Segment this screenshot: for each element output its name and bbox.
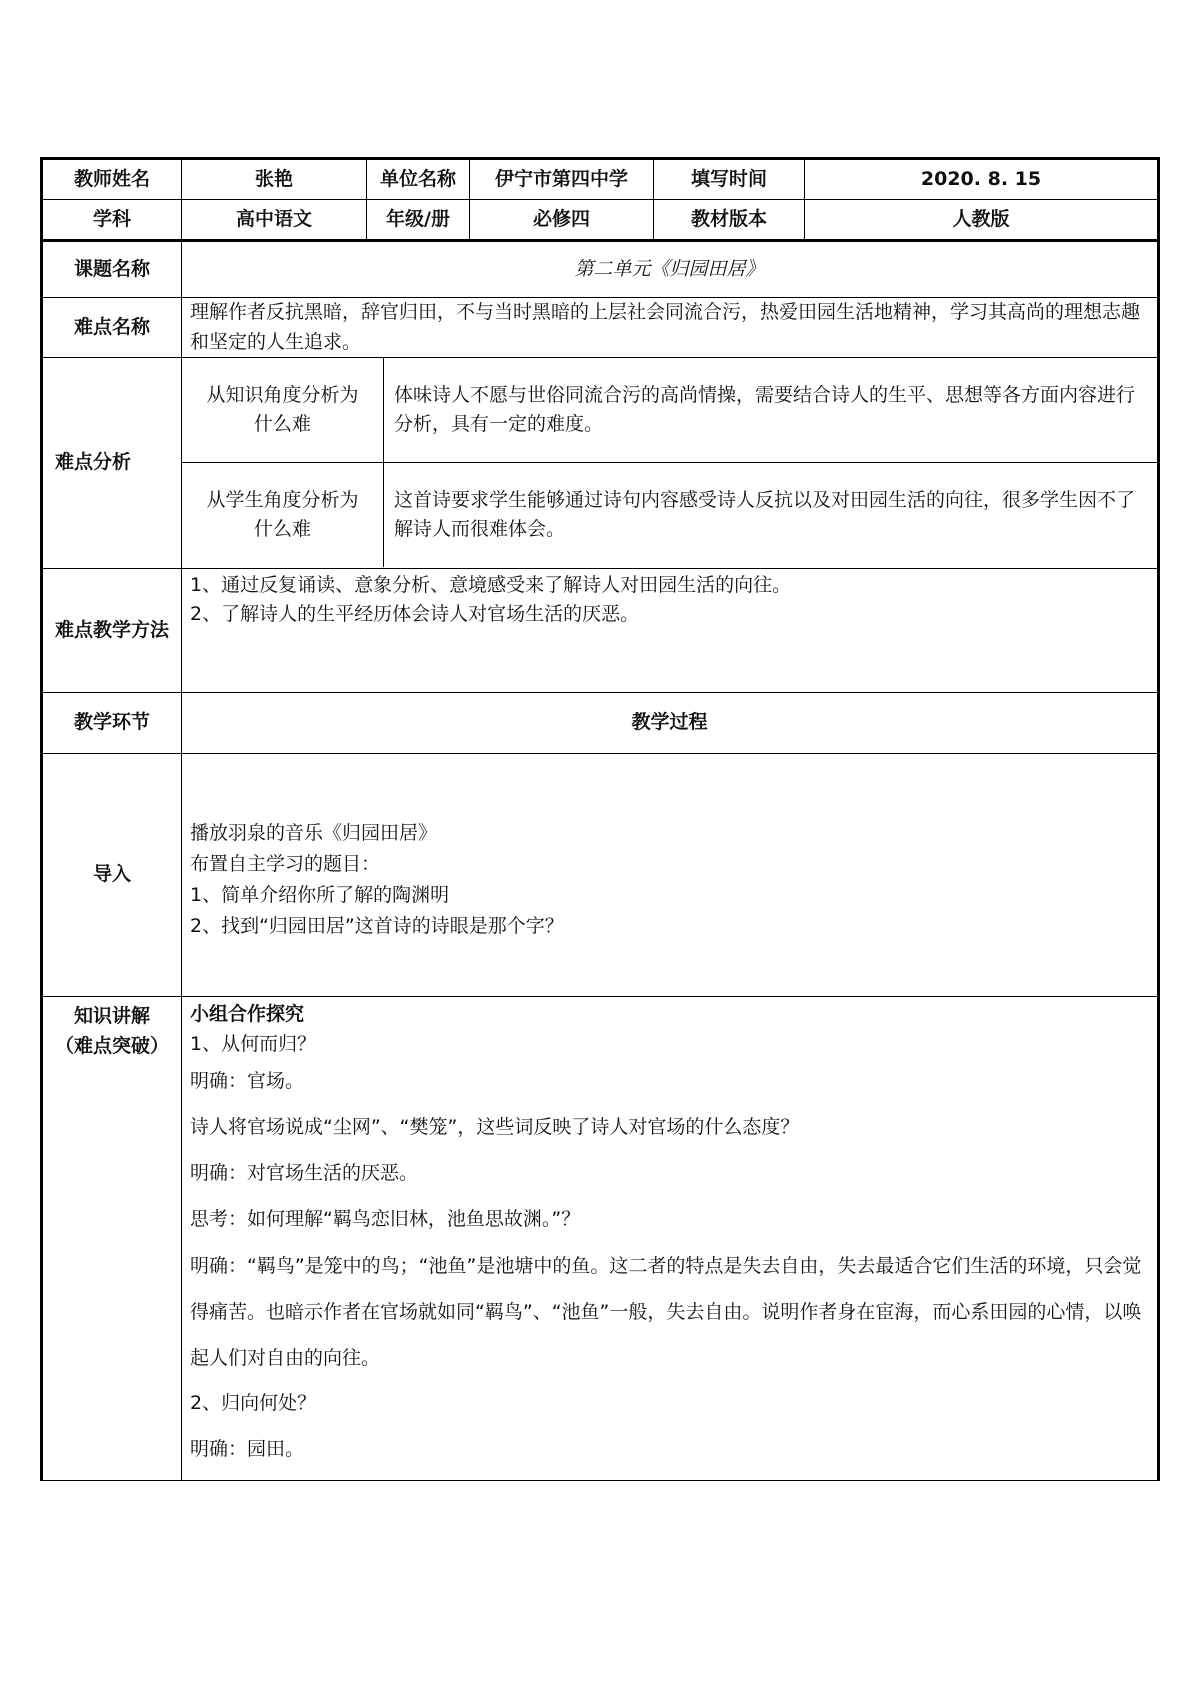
date-label: 填写时间 xyxy=(654,159,805,200)
subject-value: 高中语文 xyxy=(182,200,367,241)
method-row xyxy=(42,569,1159,693)
analysis-row xyxy=(42,358,1159,569)
knowledge-label-2: （难点突破） xyxy=(54,1035,169,1057)
process-header-left: 教学环节 xyxy=(42,693,182,754)
knowledge-content xyxy=(182,997,1159,1481)
intro-label: 导入 xyxy=(42,754,182,997)
grade-value: 必修四 xyxy=(470,200,654,241)
analysis-student-value: 这首诗要求学生能够通过诗句内容感受诗人反抗以及对田园生活的向往，很多学生因不了解诗人而很难体会。 xyxy=(394,488,1136,540)
intro-line: 播放羽泉的音乐《归园田居》 xyxy=(190,822,438,844)
process-header-right: 教学过程 xyxy=(182,693,1159,754)
knowledge-label-1: 知识讲解 xyxy=(73,1005,150,1027)
analysis-student-row xyxy=(182,463,1157,567)
header-row-1 xyxy=(42,159,1159,200)
intro-line: 布置自主学习的题目： xyxy=(190,853,381,875)
analysis-knowledge-label: 从知识角度分析为什么难 xyxy=(182,358,384,462)
difficulty-label: 难点名称 xyxy=(42,298,182,358)
difficulty-row xyxy=(42,298,1159,358)
subject-label: 学科 xyxy=(42,200,182,241)
edition-label: 教材版本 xyxy=(654,200,805,241)
knowledge-q1b: 诗人将官场说成“尘网”、“樊笼”，这些词反映了诗人对官场的什么态度？ xyxy=(190,1116,800,1139)
method-label: 难点教学方法 xyxy=(42,569,182,693)
intro-row xyxy=(42,754,1159,997)
lesson-plan-table xyxy=(40,157,1160,1481)
analysis-student-label: 从学生角度分析为什么难 xyxy=(182,463,384,567)
method-item: 2、了解诗人的生平经历体会诗人对官场生活的厌恶。 xyxy=(190,603,640,626)
knowledge-q2: 2、归向何处？ xyxy=(190,1392,317,1415)
analysis-knowledge-row xyxy=(182,358,1157,463)
knowledge-answer-long: 明确：“羁鸟”是笼中的鸟；“池鱼”是池塘中的鱼。这二者的特点是失去自由，失去最适合它们生活的环境，只会觉得痛苦。也暗示作者在官场就如同“羁鸟”、“池鱼”一般，失去自由。说明作者身在宦海，而心系田园的心情，以唤起人们对自由的向往。 xyxy=(190,1255,1142,1369)
knowledge-q1: 1、从何而归？ xyxy=(190,1033,317,1055)
knowledge-think: 思考：如何理解“羁鸟恋旧林，池鱼思故渊。”？ xyxy=(190,1208,581,1231)
date-value: 2020. 8. 15 xyxy=(805,159,1159,200)
topic-label: 课题名称 xyxy=(42,241,182,298)
grade-label: 年级/册 xyxy=(367,200,470,241)
teacher-value: 张艳 xyxy=(182,159,367,200)
unit-label: 单位名称 xyxy=(367,159,470,200)
knowledge-a1b: 明确：对官场生活的厌恶。 xyxy=(190,1162,419,1185)
intro-content xyxy=(190,808,1149,942)
unit-value: 伊宁市第四中学 xyxy=(470,159,654,200)
teacher-label: 教师姓名 xyxy=(42,159,182,200)
analysis-subtable xyxy=(182,358,1157,568)
method-item: 1、通过反复诵读、意象分析、意境感受来了解诗人对田园生活的向往。 xyxy=(190,574,792,596)
intro-line: 2、找到“归园田居”这首诗的诗眼是那个字？ xyxy=(190,915,564,937)
knowledge-a2: 明确：园田。 xyxy=(190,1438,305,1461)
topic-row xyxy=(42,241,1159,298)
intro-line: 1、简单介绍你所了解的陶渊明 xyxy=(190,884,450,906)
knowledge-a1: 明确：官场。 xyxy=(190,1070,305,1093)
edition-value: 人教版 xyxy=(805,200,1159,241)
analysis-label: 难点分析 xyxy=(42,358,182,569)
difficulty-value: 理解作者反抗黑暗，辞官归田，不与当时黑暗的上层社会同流合污，热爱田园生活地精神，学习其高尚的理想志趣和坚定的人生追求。 xyxy=(182,298,1159,358)
knowledge-heading: 小组合作探究 xyxy=(190,1003,305,1025)
header-row-2 xyxy=(42,200,1159,241)
knowledge-row xyxy=(42,997,1159,1481)
analysis-knowledge-value: 体味诗人不愿与世俗同流合污的高尚情操，需要结合诗人的生平、思想等各方面内容进行分析，具有一定的难度。 xyxy=(394,383,1136,435)
process-header-row xyxy=(42,693,1159,754)
topic-value: 第二单元《归园田居》 xyxy=(182,241,1159,298)
